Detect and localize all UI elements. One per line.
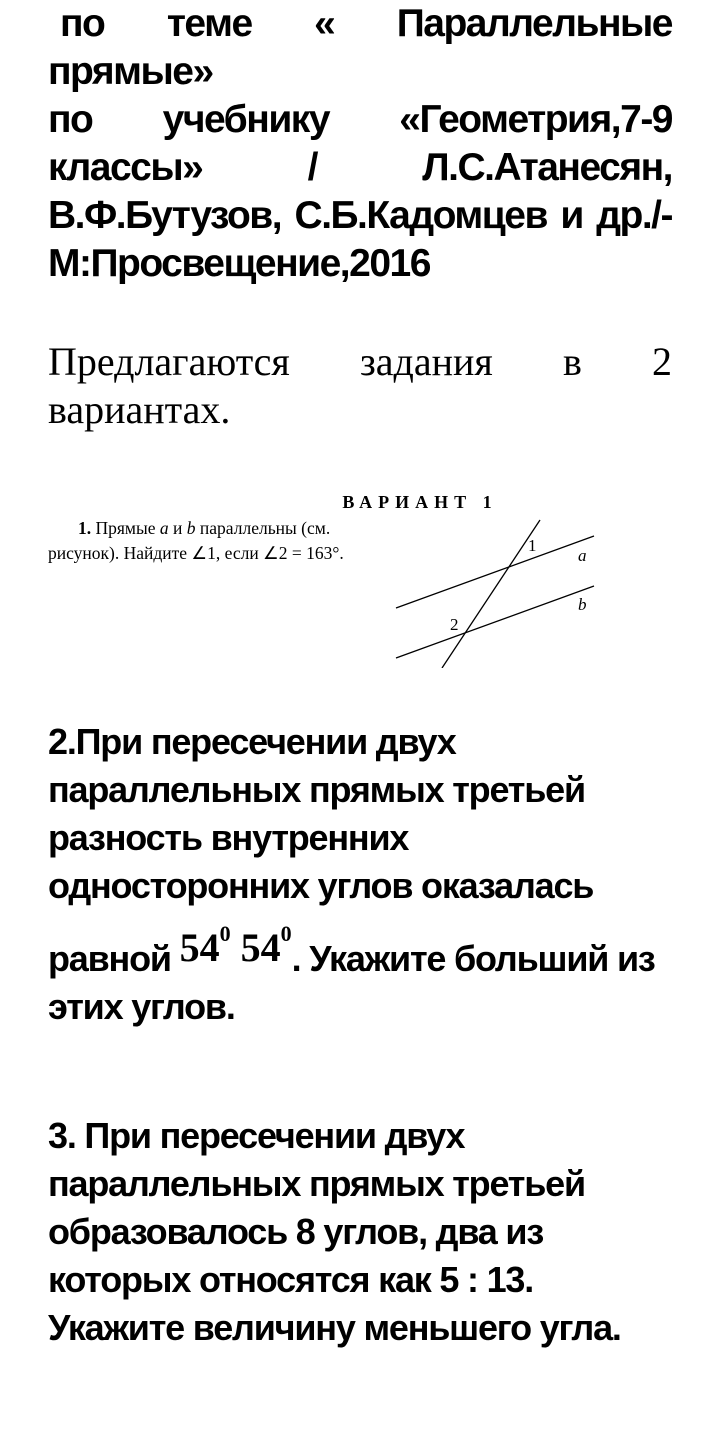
parallel-lines-figure — [392, 516, 602, 668]
task-1-number: 1. — [78, 518, 92, 538]
line-a-label: a — [578, 546, 587, 565]
line-b-label: b — [578, 595, 587, 614]
problem-2 — [48, 718, 672, 1031]
angle-value-2: 54 — [240, 925, 281, 970]
angle-1-label: 1 — [528, 536, 537, 555]
variant-title: ВАРИАНТ 1 — [342, 492, 498, 512]
var-b: b — [186, 518, 196, 538]
task-1-text — [48, 516, 363, 566]
problem-2-question: . Укажите больший из этих углов. — [48, 938, 655, 1027]
angle-2-label: 2 — [450, 615, 459, 634]
intro-text: Предлагаются задания в 2 вариантах. — [48, 339, 672, 432]
task-1-text-a: Прямые — [95, 518, 156, 538]
angle-value-1: 54 — [179, 925, 220, 970]
var-a: a — [159, 518, 169, 538]
problem-2-text: 2.При пересечении двух параллельных прямых третьей разность внутренних односторонних углов оказалась равной — [48, 721, 594, 979]
problem-3: 3. При пересечении двух параллельных прямых третьей образовалось 8 углов, два из которых относятся как 5 : 13. Укажите величину меньшего угла. — [48, 1115, 621, 1348]
degree-mark-1: 0 — [219, 921, 231, 946]
task-1-text-b: параллельны (см. рисунок). Найдите ∠1, если ∠2 = 163°. — [48, 518, 344, 563]
header-textbook: по учебнику «Геометрия,7-9 классы» / Л.С.Атанесян, В.Ф.Бутузов, С.Б.Кадомцев и др./- М:Просвещение,2016 — [48, 98, 672, 285]
angle-value — [179, 921, 292, 970]
document-header — [48, 0, 672, 288]
variant-1-block — [48, 488, 672, 673]
task-1-and: и — [173, 518, 183, 538]
header-line-1: по теме « Параллельные прямые» — [48, 2, 672, 93]
transversal-line — [442, 520, 540, 668]
document-page — [48, 0, 672, 1348]
degree-mark-2: 0 — [280, 921, 292, 946]
